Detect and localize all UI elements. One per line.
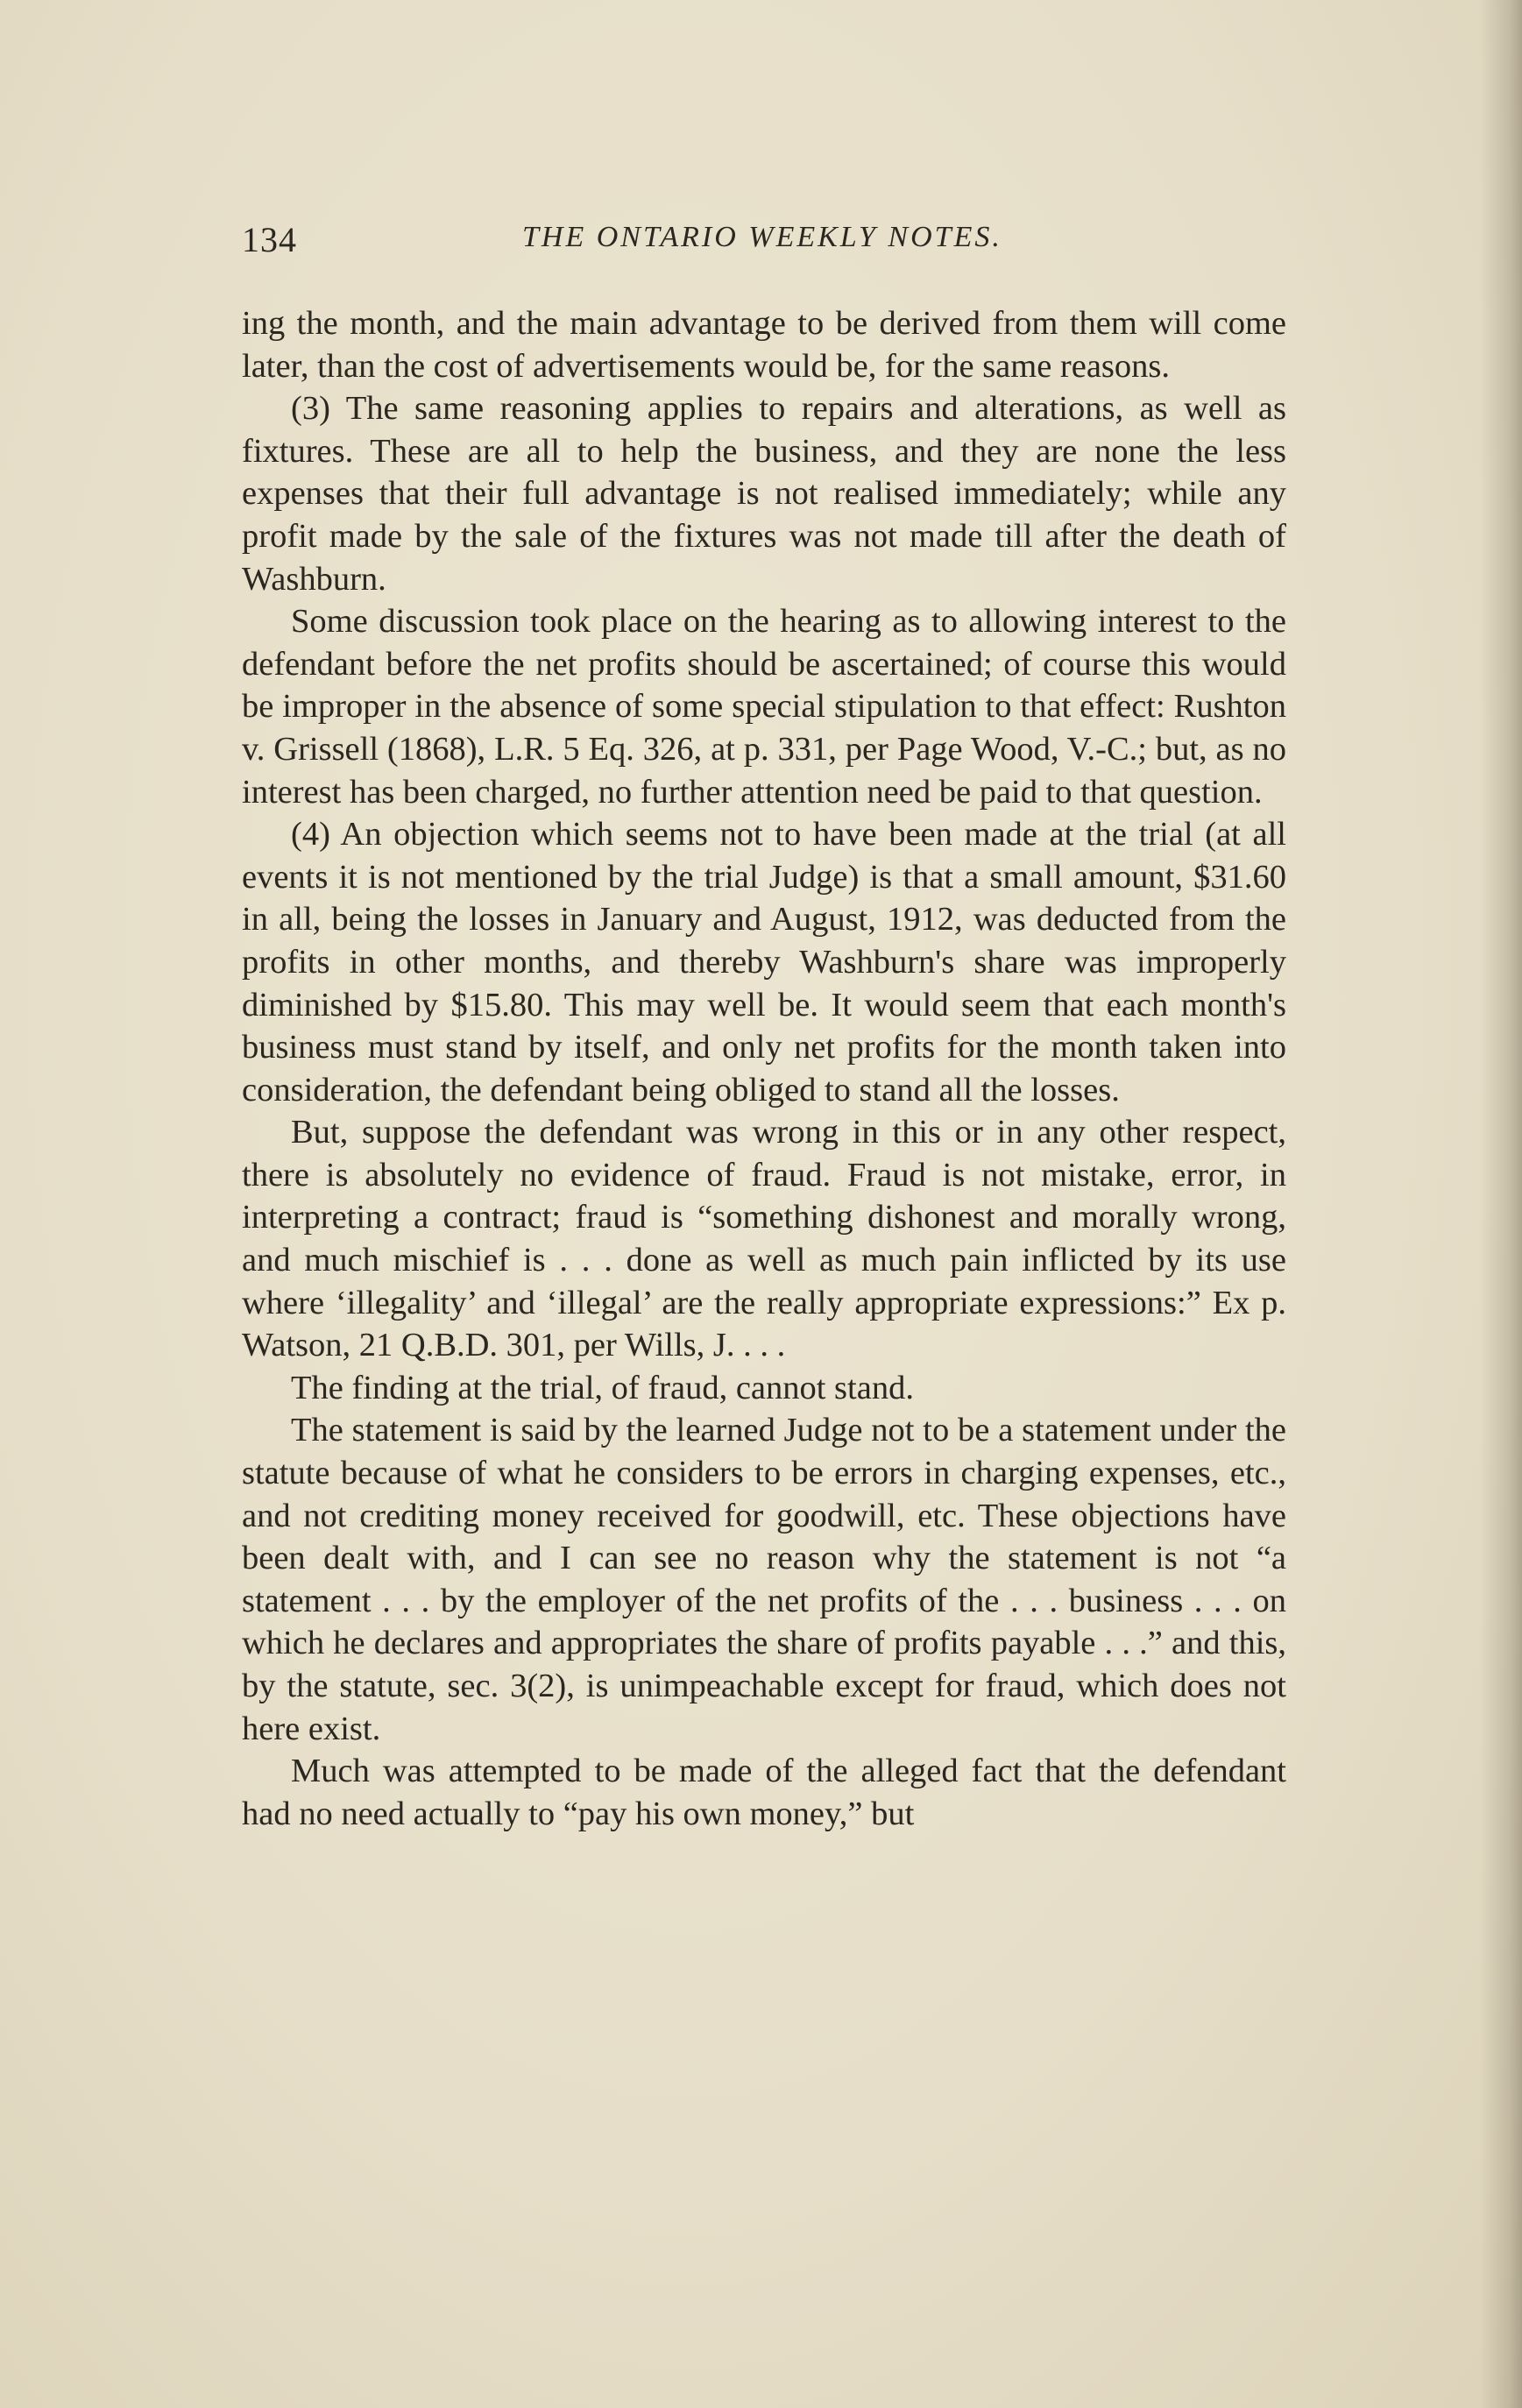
paragraph: The finding at the trial, of fraud, cannot stand. [291, 1369, 914, 1406]
paragraph: But, suppose the defendant was wrong in this or in any other respect, there is absolutely no evidence of fraud. Fraud is not mistake, error, in interpreting a contract; fraud is “something dishonest and morally wrong, and much mischief is . . . done as well as much pain inflicted by its use where ‘illegality’ and ‘illegal’ are the really appropriate expressions:” Ex p. Watson, 21 Q.B.D. 301, per Wills, J. . . . [242, 1114, 1286, 1364]
body-text [242, 302, 1286, 1835]
page-number: 134 [242, 220, 297, 259]
paragraph: Much was attempted to be made of the alleged fact that the defendant had no need actually to “pay his own money,” but [242, 1753, 1286, 1832]
page-edge-shadow [1480, 0, 1522, 2408]
paragraph: (4) An objection which seems not to have been made at the trial (at all events it is not mentioned by the trial Judge) is that a small amount, $31.60 in all, being the losses in January and August, 1912, was deducted from the profits in other months, and thereby Washburn's share was improperly diminished by $15.80. This may well be. It would seem that each month's business must stand by itself, and only net profits for the month taken into consideration, the defendant being obliged to stand all the losses. [242, 816, 1286, 1108]
page-header [242, 219, 1286, 272]
running-head: THE ONTARIO WEEKLY NOTES. [522, 221, 1002, 253]
paragraph: (3) The same reasoning applies to repairs and alterations, as well as fixtures. These are all to help the business, and they are none the less expenses that their full advantage is not realised immediately; while any profit made by the sale of the fixtures was not made till after the death of Washburn. [242, 390, 1286, 598]
paragraph: The statement is said by the learned Judge not to be a statement under the statute because of what he considers to be errors in charging expenses, etc., and not crediting money received for goodwill, etc. These objections have been dealt with, and I can see no reason why the statement is not “a statement . . . by the employer of the net profits of the . . . business . . . on which he declares and appropriates the share of profits payable . . .” and this, by the statute, sec. 3(2), is unimpeachable except for fraud, which does not here exist. [242, 1412, 1286, 1747]
paragraph: Some discussion took place on the hearing as to allowing interest to the defendant before the net profits should be ascertained; of course this would be improper in the absence of some special stipulation to that effect: Rushton v. Grissell (1868), L.R. 5 Eq. 326, at p. 331, per Page Wood, V.-C.; but, as no interest has been charged, no further attention need be paid to that question. [242, 603, 1286, 811]
paragraph: ing the month, and the main advantage to be derived from them will come later, than the cost of advertisements would be, for the same reasons. [242, 305, 1286, 385]
